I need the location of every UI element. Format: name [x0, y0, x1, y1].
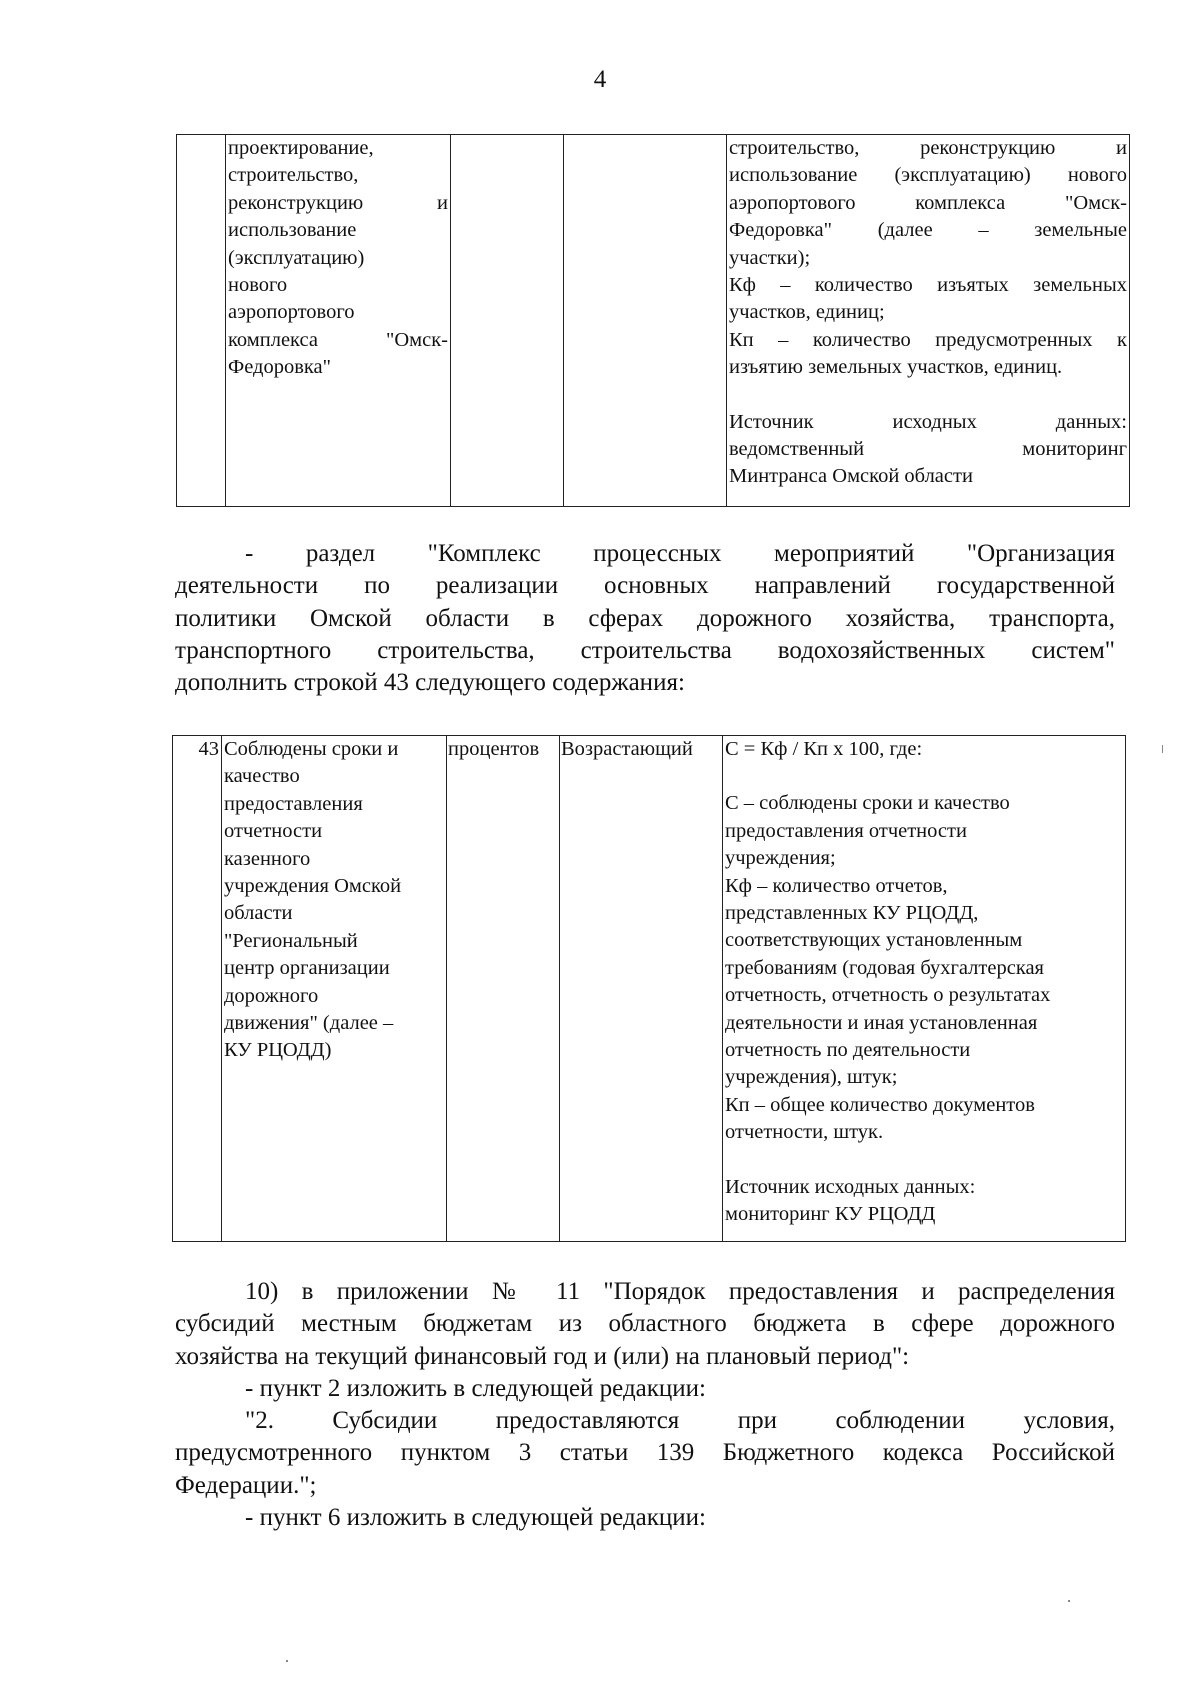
text-line: транспортного строительства, строительства водохозяйственных систем"	[175, 636, 1115, 664]
text-line: Кп – общее количество документов	[725, 1093, 1035, 1116]
text-line: предоставления отчетности	[725, 819, 967, 842]
cell-unit	[451, 135, 564, 507]
amendment-paragraph-section	[175, 538, 1115, 699]
text-line: "Региональный	[224, 929, 358, 952]
page-number: 4	[593, 66, 607, 93]
text-line: участков, единиц;	[729, 301, 885, 324]
text-line: 10) в приложении № 11 "Порядок предоставления и распределения	[245, 1278, 1115, 1305]
formula: С = Кф / Кп х 100, где:	[725, 738, 923, 760]
text-line: Источник исходных данных:	[729, 410, 1127, 433]
text-line: реконструкцию и	[228, 191, 448, 214]
text-line: - пункт 6 изложить в следующей редакции:	[245, 1504, 706, 1532]
text-line: Кф – количество отчетов,	[725, 874, 948, 897]
text-line: субсидий местным бюджетам из областного бюджета в сфере дорожного	[175, 1310, 1115, 1338]
text-line: ведомственный мониторинг	[729, 438, 1127, 461]
text-line: политики Омской области в сферах дорожного хозяйства, транспорта,	[175, 604, 1115, 632]
text-line: представленных КУ РЦОДД,	[725, 902, 979, 925]
indicator-table-continuation	[176, 134, 1130, 507]
cell-trend	[564, 135, 727, 507]
text-line: "2. Субсидии предоставляются при соблюдении условия,	[245, 1407, 1115, 1435]
text-line: проектирование,	[228, 137, 374, 159]
cell-unit: процентов	[447, 736, 560, 1242]
scan-speck	[1068, 1600, 1070, 1602]
text-line: учреждения Омской	[224, 875, 402, 898]
text-line: предусмотренного пунктом 3 статьи 139 Бюджетного кодекса Российской	[175, 1439, 1115, 1467]
text-line: хозяйства на текущий финансовый год и (или) на плановый период":	[175, 1342, 910, 1370]
text-line: области	[224, 902, 293, 925]
cell-row-number: 43	[173, 736, 222, 1242]
text-line: деятельности по реализации основных направлений государственной	[175, 572, 1115, 600]
cell-trend: Возрастающий	[560, 736, 723, 1242]
cell-calculation	[723, 736, 1126, 1242]
cell-indicator-name	[222, 736, 447, 1242]
text-line: использование (эксплуатацию) нового	[729, 164, 1127, 187]
amendment-paragraph-appendix-11	[175, 1276, 1115, 1534]
text-line: Источник исходных данных:	[725, 1175, 976, 1198]
text-line: Минтранса Омской области	[729, 465, 973, 488]
cell-calculation	[727, 135, 1130, 507]
text-line: - пункт 2 изложить в следующей редакции:	[245, 1374, 706, 1402]
text-line: Кп – количество предусмотренных к	[729, 328, 1127, 351]
text-line: Федоровка" (далее – земельные	[729, 219, 1127, 242]
text-line: аэропортового	[228, 301, 355, 324]
text-line: предоставления	[224, 792, 363, 815]
text-line: комплекса "Омск-	[228, 328, 448, 351]
table-row	[177, 135, 1130, 507]
text-line: дополнить строкой 43 следующего содержания:	[175, 669, 685, 697]
text-line: требованиям (годовая бухгалтерская	[725, 956, 1044, 979]
text-line: использование	[228, 219, 357, 242]
text-line: мониторинг КУ РЦОДД	[725, 1203, 936, 1226]
scan-speck	[286, 1660, 288, 1662]
text-line: аэропортового комплекса "Омск-	[729, 191, 1127, 214]
text-line: Соблюдены сроки и	[224, 738, 399, 760]
text-line: деятельности и иная установленная	[725, 1011, 1038, 1034]
text-line: казенного	[224, 847, 311, 870]
text-line: отчетность, отчетность о результатах	[725, 984, 1051, 1007]
text-line: строительство, реконструкцию и	[729, 137, 1127, 159]
text-line: Федоровка"	[228, 356, 332, 379]
text-line: - раздел "Комплекс процессных мероприятий "Организация	[245, 540, 1115, 567]
text-line: дорожного	[224, 984, 319, 1007]
text-line: отчетность по деятельности	[725, 1039, 971, 1062]
text-line: (эксплуатацию)	[228, 246, 365, 269]
text-line: строительство,	[228, 164, 359, 187]
indicator-table-row-43	[172, 735, 1126, 1242]
text-line: отчетности	[224, 820, 323, 843]
text-line: участки);	[729, 246, 811, 269]
text-line: нового	[228, 274, 288, 297]
text-line: центр организации	[224, 957, 390, 980]
text-line: изъятию земельных участков, единиц.	[729, 356, 1063, 379]
table-row	[173, 736, 1126, 1242]
cell-indicator-name	[226, 135, 451, 507]
scan-speck	[1162, 745, 1163, 753]
text-line: движения" (далее –	[224, 1012, 394, 1035]
text-line: С – соблюдены сроки и качество	[725, 792, 1010, 815]
cell-number	[177, 135, 226, 507]
text-line: Кф – количество изъятых земельных	[729, 274, 1127, 297]
text-line: отчетности, штук.	[725, 1121, 884, 1144]
text-line: КУ РЦОДД)	[224, 1039, 332, 1062]
text-line: качество	[224, 765, 300, 788]
text-line: учреждения;	[725, 847, 836, 870]
text-line: соответствующих установленным	[725, 929, 1023, 952]
text-line: Федерации.";	[175, 1471, 317, 1499]
text-line: учреждения), штук;	[725, 1066, 898, 1089]
